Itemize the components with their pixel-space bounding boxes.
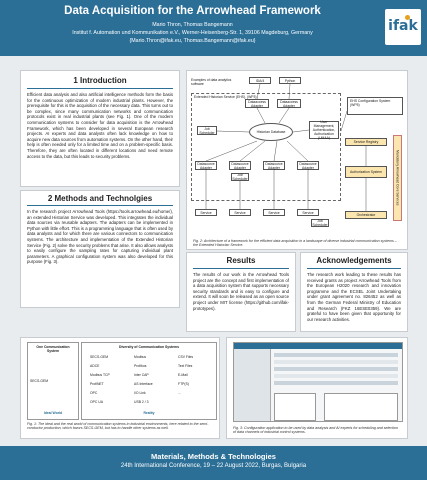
figure-1-caption: Fig. 1: The ideal and the real world of communication systems in industrial environments, here related to the semi-conductor production, which favors SECS-GEM, but has to handle other systems as well.: [27, 422, 209, 431]
sub-job-scheduler: Job Scheduler: [232, 173, 248, 181]
reality-cell: Modbus: [134, 355, 147, 359]
reality-cell: ProfiNET: [90, 382, 104, 386]
historian-database: Historian Database: [249, 123, 293, 141]
datasource-adapter-3: Datasource Adapter: [263, 161, 285, 170]
app-box-2: Python: [279, 77, 301, 84]
methods-divider: [27, 205, 173, 206]
acknowledgements-panel: [300, 252, 408, 332]
ifak-logo: [385, 9, 421, 45]
figure-3-panel: [226, 337, 408, 439]
methods-heading: 2 Methods and Technolgies: [47, 194, 153, 203]
reality-cell: ...: [178, 391, 181, 395]
results-heading: Results: [226, 256, 256, 265]
results-divider: [193, 268, 289, 269]
poster-title: Data Acquisition for the Arrowhead Framework: [64, 5, 321, 17]
reality-cell: ADCE: [90, 364, 100, 368]
reality-cell: OPC UA: [90, 400, 103, 404]
reality-cell: Inter CAP: [134, 373, 149, 377]
reality-cell: Profibus: [134, 364, 147, 368]
reality-footer: Reality: [143, 411, 155, 415]
service-box-1: Service: [195, 209, 217, 216]
authors: Mario Thron, Thomas Bangemann: [152, 22, 233, 28]
mandatory-core-services: Mandatory Arrowhead Core Services: [393, 135, 402, 221]
screenshot-row: [274, 360, 398, 364]
auth-system-box: Authorization System: [345, 166, 387, 178]
screenshot-detail-pane: [324, 393, 398, 421]
poster-header: [0, 0, 427, 56]
ideal-world-box: [27, 342, 79, 420]
reality-cell: OPC: [90, 391, 98, 395]
job-scheduler-box: Job Scheduler: [197, 126, 217, 135]
datasource-adapter-2: Datasource Adapter: [229, 161, 251, 170]
orchestrator-box: Orchestrator: [345, 211, 387, 219]
datasource-adapter-4: Datasource Adapter: [297, 161, 319, 170]
poster-footer: [0, 446, 427, 480]
reality-cell: Modbus TCP: [90, 373, 110, 377]
introduction-panel: [20, 70, 180, 187]
reality-cell: CSV Files: [178, 355, 194, 359]
reality-cell: Text Files: [178, 364, 193, 368]
footer-conference-title: Materials, Methods & Technologies: [151, 452, 276, 461]
results-text: The results of our work in the Arrowhead Tools project are the concept and first implementation of a data acquisition system that supports necessary security standards and is easy to configure and extend. It will soon be released as an open source project under MIT license (https://github.com/ifak-prototypes).: [193, 272, 289, 311]
diagram-connectors: [187, 71, 409, 251]
affiliation: Institut f. Automation und Kommunikation e.V., Werner-Heisenberg-Str. 1, 39106 Magdeburg, Germany: [72, 30, 313, 36]
examples-label: Examples of data analytics software: [191, 78, 232, 86]
service-box-4: Service: [297, 209, 319, 216]
ideal-world-header: One Communication System: [36, 345, 70, 353]
figure-2-panel: [186, 70, 408, 250]
figure-2-caption: Fig. 2: Architecture of a framework for the efficient data acquisition in a landscape of diverse industrial communication systems – the Extended Historian Service.: [193, 239, 397, 248]
introduction-text: Efficient data analysis and also artificial intelligence methods form the basis for the continuous optimization of modern industrial plants. However, the prerequisite for this is the acquisition of the necessary data. This turns out to be complex, since many communication networks and communication protocols exist in real industrial plants (see Fig. 1). One of the modern communication systems to consider for data acquisition is the Arrowhead Framework, which has been developed in several European research projects. AI experts and data analysts often lack knowledge on how to acquire new data sources from automation systems. On the other hand, their help is often needed only for a limited time and on a problem-specific basis. Therefore, they are often located in different locations and need remote access to the data, but this leads to security problems.: [27, 92, 173, 159]
configuration-app-screenshot: [233, 342, 403, 422]
umaa-box: User Management, Authentication, Authorization (UMAA): [309, 121, 339, 139]
introduction-divider: [27, 88, 173, 89]
ideal-world-item: SECS-GEM: [30, 379, 49, 383]
reality-box: [81, 342, 217, 420]
screenshot-row: [274, 353, 398, 357]
footer-conference-details: 24th International Conference, 19 – 22 August 2022, Burgas, Bulgaria: [120, 463, 307, 469]
reality-cell: FTP(S): [178, 382, 189, 386]
service-registry-box: Service Registry: [345, 138, 387, 146]
figure-3-caption: Fig. 3: Configuration application to be used by data analysts and AI experts for scheduling and selection of data channels of industrial control systems.: [233, 426, 398, 435]
screenshot-tree-pane: [234, 349, 271, 421]
methods-panel: [20, 190, 180, 308]
ehs-config-box: EHS Configuration System (WP5): [347, 97, 403, 115]
bottom-job-scheduler: Job Scheduler: [312, 219, 328, 227]
introduction-heading: 1 Introduction: [73, 76, 127, 85]
datasource-adapter-1: Datasource Adapter: [195, 161, 217, 170]
reality-cell: USB 2 / 3: [134, 400, 149, 404]
reality-cell: I/O Link: [134, 391, 146, 395]
reality-cell: AS Interface: [134, 382, 153, 386]
top-adapter-2: Dataaccess Adapter: [277, 99, 301, 108]
figure-1-panel: [20, 337, 220, 439]
screenshot-row: [274, 367, 398, 371]
logo-text: ifak: [388, 18, 418, 34]
reality-cell: E-Mail: [178, 373, 188, 377]
screenshot-dialog: [274, 393, 316, 421]
reality-header: Diversity of Communication Systems: [119, 345, 179, 349]
service-box-3: Service: [263, 209, 285, 216]
acknowledgements-divider: [307, 268, 401, 269]
service-box-2: Service: [229, 209, 251, 216]
architecture-diagram: [187, 71, 409, 251]
ideal-world-footer: Ideal World: [43, 411, 63, 415]
reality-cell: SECS-GEM: [90, 355, 109, 359]
emails: {Mario.Thron@ifak.eu, Thomas.Bangemann@ifak.eu}: [129, 38, 256, 44]
methods-text: In the research project Arrowhead Tools (https://tools.arrowhead.eu/home/), an extended Historian Service was developed. This integrates the individual data sources via reusable adapters. The adapters can be implemented in Python with little effort. This is a programming language that is often used by data analysts and for which there are various connectors to communication systems. The architecture and implementation of the Extended Historian Service (Fig. 2) solve the security problems that arise. It also allows analysts to easily configure the sampling rates for capturing individual plant parameters. A graphical configuration system was also developed for this purpose (Fig. 3).: [27, 209, 173, 265]
ehs-boundary: Extended Historian Service (EHS), (WP3): [191, 93, 341, 201]
top-adapter-1: Dataaccess Adapter: [245, 99, 269, 108]
app-box-1: IDA/4: [249, 77, 271, 84]
acknowledgements-text: The research work leading to these results has received grants as project Arrowhead Tools from the European H2020 research and innovation programme and the ECSEL Joint Undertaking under grant agreement no. 826452 as well as from the German Federal Ministry of Education and Research (FKZ 16ESE0359). We are grateful to have been given that opportunity for our research activities.: [307, 272, 401, 322]
acknowledgements-heading: Acknowledgements: [316, 256, 392, 265]
results-panel: [186, 252, 296, 332]
screenshot-row: [274, 374, 398, 378]
screenshot-row: [274, 381, 398, 385]
